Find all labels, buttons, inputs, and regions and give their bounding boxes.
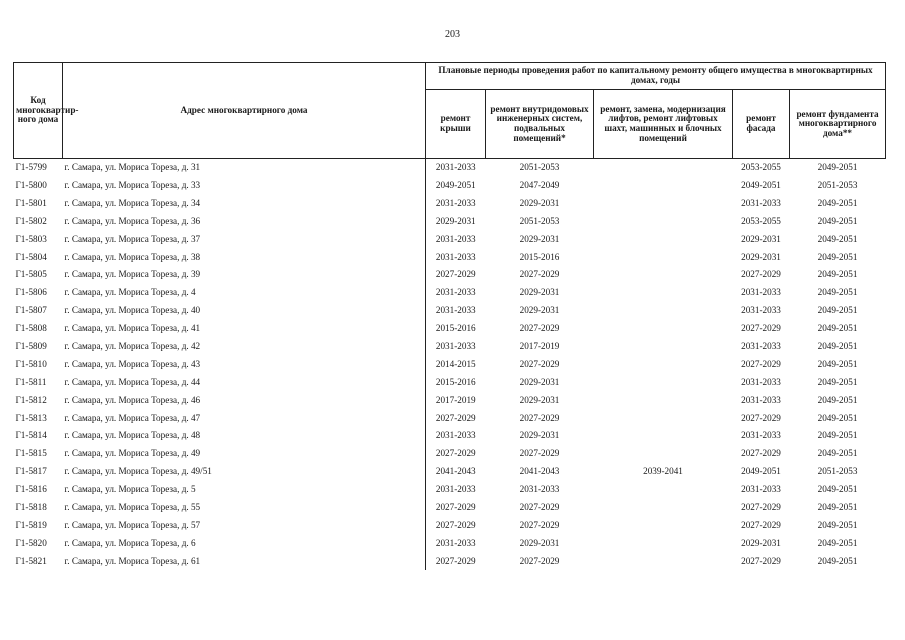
cell-roof: 2031-2033 bbox=[426, 338, 486, 356]
cell-systems: 2051-2053 bbox=[519, 215, 560, 226]
cell-lifts bbox=[594, 195, 733, 213]
table-row bbox=[14, 499, 886, 517]
cell-foundation: 2049-2051 bbox=[817, 341, 858, 352]
cell-code: Г1-5820 bbox=[15, 537, 47, 548]
table-row bbox=[14, 481, 886, 499]
cell-roof: 2031-2033 bbox=[426, 302, 486, 320]
cell-foundation: 2049-2051 bbox=[817, 412, 858, 423]
cell-address: г. Самара, ул. Мориса Тореза, д. 31 bbox=[64, 162, 201, 173]
cell-systems: 2027-2029 bbox=[519, 448, 560, 459]
cell-foundation: 2049-2051 bbox=[817, 519, 858, 530]
table-row bbox=[14, 266, 886, 284]
cell-foundation: 2051-2053 bbox=[817, 466, 858, 477]
cell-address: г. Самара, ул. Мориса Тореза, д. 41 bbox=[64, 323, 201, 334]
cell-roof: 2029-2031 bbox=[426, 213, 486, 231]
cell-lifts bbox=[594, 177, 733, 195]
cell-facade: 2027-2029 bbox=[741, 358, 781, 369]
cell-systems: 2027-2029 bbox=[519, 555, 560, 566]
table-row bbox=[14, 463, 886, 481]
cell-facade: 2027-2029 bbox=[741, 448, 781, 459]
cell-roof: 2027-2029 bbox=[426, 266, 486, 284]
cell-facade: 2027-2029 bbox=[741, 519, 781, 530]
cell-lifts bbox=[594, 356, 733, 374]
cell-foundation: 2049-2051 bbox=[817, 197, 858, 208]
cell-roof: 2027-2029 bbox=[426, 409, 486, 427]
cell-roof: 2031-2033 bbox=[426, 195, 486, 213]
cell-address: г. Самара, ул. Мориса Тореза, д. 49/51 bbox=[64, 466, 212, 477]
cell-systems: 2027-2029 bbox=[519, 358, 560, 369]
cell-lifts bbox=[594, 517, 733, 535]
cell-systems: 2029-2031 bbox=[519, 430, 560, 441]
cell-systems: 2017-2019 bbox=[519, 341, 560, 352]
cell-code: Г1-5804 bbox=[15, 251, 47, 262]
cell-address: г. Самара, ул. Мориса Тореза, д. 44 bbox=[64, 376, 201, 387]
col-group-header: Плановые периоды проведения работ по капитальному ремонту общего имущества в многоквартирных домах, годы bbox=[426, 63, 886, 90]
cell-code: Г1-5802 bbox=[15, 215, 47, 226]
cell-address: г. Самара, ул. Мориса Тореза, д. 5 bbox=[64, 484, 196, 495]
cell-facade: 2029-2031 bbox=[741, 537, 781, 548]
table-row bbox=[14, 320, 886, 338]
cell-systems: 2029-2031 bbox=[519, 305, 560, 316]
cell-lifts bbox=[594, 535, 733, 553]
cell-lifts bbox=[594, 481, 733, 499]
cell-facade: 2031-2033 bbox=[741, 197, 781, 208]
cell-lifts bbox=[594, 266, 733, 284]
cell-address: г. Самара, ул. Мориса Тореза, д. 37 bbox=[64, 233, 201, 244]
cell-systems: 2047-2049 bbox=[519, 180, 560, 190]
table-row bbox=[14, 284, 886, 302]
cell-facade: 2031-2033 bbox=[741, 394, 781, 405]
cell-address: г. Самара, ул. Мориса Тореза, д. 40 bbox=[64, 305, 201, 316]
cell-systems: 2015-2016 bbox=[519, 251, 560, 262]
cell-foundation: 2049-2051 bbox=[817, 305, 858, 316]
cell-foundation: 2049-2051 bbox=[817, 555, 858, 566]
cell-facade: 2049-2051 bbox=[741, 466, 781, 477]
cell-code: Г1-5812 bbox=[15, 394, 47, 405]
cell-systems: 2027-2029 bbox=[519, 519, 560, 530]
cell-address: г. Самара, ул. Мориса Тореза, д. 57 bbox=[64, 519, 201, 530]
cell-address: г. Самара, ул. Мориса Тореза, д. 34 bbox=[64, 197, 201, 208]
capital-repair-table bbox=[13, 62, 886, 570]
cell-roof: 2031-2033 bbox=[426, 284, 486, 302]
cell-foundation: 2049-2051 bbox=[817, 323, 858, 334]
col-header-address: Адрес многоквартирного дома bbox=[63, 63, 426, 159]
cell-foundation: 2049-2051 bbox=[817, 233, 858, 244]
cell-systems: 2029-2031 bbox=[519, 233, 560, 244]
table-row bbox=[14, 195, 886, 213]
cell-foundation: 2049-2051 bbox=[817, 215, 858, 226]
cell-systems: 2029-2031 bbox=[519, 537, 560, 548]
cell-code: Г1-5816 bbox=[15, 484, 47, 495]
cell-foundation: 2051-2053 bbox=[817, 180, 858, 190]
table-row bbox=[14, 427, 886, 445]
col-header-roof: ремонт крыши bbox=[426, 90, 486, 159]
cell-facade: 2029-2031 bbox=[741, 251, 781, 262]
cell-facade: 2053-2055 bbox=[741, 215, 781, 226]
cell-lifts bbox=[594, 284, 733, 302]
col-header-facade: ремонт фасада bbox=[733, 90, 790, 159]
cell-foundation: 2049-2051 bbox=[817, 484, 858, 495]
cell-roof: 2031-2033 bbox=[426, 248, 486, 266]
cell-code: Г1-5801 bbox=[15, 197, 47, 208]
col-header-foundation: ремонт фундамента многоквартирного дома** bbox=[790, 90, 886, 159]
cell-roof: 2015-2016 bbox=[426, 320, 486, 338]
cell-roof: 2031-2033 bbox=[426, 535, 486, 553]
cell-lifts: 2039-2041 bbox=[643, 466, 683, 477]
cell-lifts bbox=[594, 248, 733, 266]
cell-address: г. Самара, ул. Мориса Тореза, д. 48 bbox=[64, 430, 201, 441]
cell-roof: 2027-2029 bbox=[426, 517, 486, 535]
cell-address: г. Самара, ул. Мориса Тореза, д. 33 bbox=[64, 180, 201, 190]
cell-code: Г1-5806 bbox=[15, 287, 47, 298]
cell-systems: 2027-2029 bbox=[519, 323, 560, 334]
cell-code: Г1-5800 bbox=[15, 180, 47, 190]
cell-address: г. Самара, ул. Мориса Тореза, д. 47 bbox=[64, 412, 201, 423]
cell-systems: 2041-2043 bbox=[519, 466, 560, 477]
col-header-systems: ремонт внутридомовых инженерных систем, подвальных помещений* bbox=[486, 90, 594, 159]
cell-systems: 2029-2031 bbox=[519, 394, 560, 405]
cell-foundation: 2049-2051 bbox=[817, 430, 858, 441]
cell-lifts bbox=[594, 302, 733, 320]
cell-lifts bbox=[594, 374, 733, 392]
table-row bbox=[14, 159, 886, 177]
table-row bbox=[14, 302, 886, 320]
col-header-code: Код многоквартир-ного дома bbox=[14, 63, 63, 159]
col-header-lifts: ремонт, замена, модернизация лифтов, ремонт лифтовых шахт, машинных и блочных помещений bbox=[594, 90, 733, 159]
cell-facade: 2027-2029 bbox=[741, 412, 781, 423]
table-row bbox=[14, 392, 886, 410]
cell-code: Г1-5813 bbox=[15, 412, 47, 423]
cell-foundation: 2049-2051 bbox=[817, 287, 858, 298]
cell-code: Г1-5805 bbox=[15, 269, 47, 280]
table-row bbox=[14, 231, 886, 249]
cell-code: Г1-5819 bbox=[15, 519, 47, 530]
cell-address: г. Самара, ул. Мориса Тореза, д. 36 bbox=[64, 215, 201, 226]
cell-foundation: 2049-2051 bbox=[817, 358, 858, 369]
cell-facade: 2031-2033 bbox=[741, 287, 781, 298]
table-row bbox=[14, 213, 886, 231]
cell-roof: 2049-2051 bbox=[426, 177, 486, 195]
table-row bbox=[14, 177, 886, 195]
cell-systems: 2027-2029 bbox=[519, 269, 560, 280]
table-row bbox=[14, 445, 886, 463]
cell-roof: 2031-2033 bbox=[426, 231, 486, 249]
table-row bbox=[14, 535, 886, 553]
cell-lifts bbox=[594, 445, 733, 463]
table-row bbox=[14, 356, 886, 374]
cell-facade: 2027-2029 bbox=[741, 555, 781, 566]
cell-lifts bbox=[594, 231, 733, 249]
cell-foundation: 2049-2051 bbox=[817, 251, 858, 262]
table-row bbox=[14, 517, 886, 535]
cell-lifts bbox=[594, 159, 733, 177]
cell-foundation: 2049-2051 bbox=[817, 394, 858, 405]
table-row bbox=[14, 374, 886, 392]
cell-address: г. Самара, ул. Мориса Тореза, д. 4 bbox=[64, 287, 196, 298]
cell-code: Г1-5817 bbox=[15, 466, 47, 477]
cell-systems: 2051-2053 bbox=[519, 162, 560, 173]
cell-roof: 2014-2015 bbox=[426, 356, 486, 374]
cell-foundation: 2049-2051 bbox=[817, 269, 858, 280]
cell-address: г. Самара, ул. Мориса Тореза, д. 43 bbox=[64, 358, 201, 369]
table-row bbox=[14, 338, 886, 356]
cell-systems: 2027-2029 bbox=[519, 412, 560, 423]
cell-lifts bbox=[594, 392, 733, 410]
cell-address: г. Самара, ул. Мориса Тореза, д. 38 bbox=[64, 251, 201, 262]
cell-address: г. Самара, ул. Мориса Тореза, д. 61 bbox=[64, 555, 201, 566]
cell-address: г. Самара, ул. Мориса Тореза, д. 6 bbox=[64, 537, 196, 548]
cell-foundation: 2049-2051 bbox=[817, 448, 858, 459]
cell-facade: 2027-2029 bbox=[741, 502, 781, 513]
cell-systems: 2029-2031 bbox=[519, 376, 560, 387]
cell-roof: 2027-2029 bbox=[426, 499, 486, 517]
cell-facade: 2031-2033 bbox=[741, 341, 781, 352]
cell-address: г. Самара, ул. Мориса Тореза, д. 55 bbox=[64, 502, 201, 513]
cell-facade: 2031-2033 bbox=[741, 376, 781, 387]
cell-lifts bbox=[594, 499, 733, 517]
cell-address: г. Самара, ул. Мориса Тореза, д. 46 bbox=[64, 394, 201, 405]
cell-foundation: 2049-2051 bbox=[817, 376, 858, 387]
table-row bbox=[14, 553, 886, 571]
cell-facade: 2029-2031 bbox=[741, 233, 781, 244]
cell-roof: 2015-2016 bbox=[426, 374, 486, 392]
table-row bbox=[14, 409, 886, 427]
cell-code: Г1-5809 bbox=[15, 341, 47, 352]
cell-code: Г1-5815 bbox=[15, 448, 47, 459]
cell-lifts bbox=[594, 553, 733, 571]
cell-address: г. Самара, ул. Мориса Тореза, д. 39 bbox=[64, 269, 201, 280]
cell-roof: 2017-2019 bbox=[426, 392, 486, 410]
cell-facade: 2031-2033 bbox=[741, 484, 781, 495]
cell-roof: 2027-2029 bbox=[426, 445, 486, 463]
cell-code: Г1-5803 bbox=[15, 233, 47, 244]
cell-systems: 2029-2031 bbox=[519, 197, 560, 208]
cell-systems: 2029-2031 bbox=[519, 287, 560, 298]
table-row bbox=[14, 248, 886, 266]
cell-foundation: 2049-2051 bbox=[817, 162, 858, 173]
cell-foundation: 2049-2051 bbox=[817, 537, 858, 548]
cell-code: Г1-5799 bbox=[15, 162, 47, 173]
cell-systems: 2031-2033 bbox=[519, 484, 560, 495]
cell-roof: 2031-2033 bbox=[426, 427, 486, 445]
cell-code: Г1-5810 bbox=[15, 358, 47, 369]
cell-facade: 2049-2051 bbox=[741, 180, 781, 190]
cell-lifts bbox=[594, 427, 733, 445]
cell-address: г. Самара, ул. Мориса Тореза, д. 42 bbox=[64, 341, 201, 352]
cell-facade: 2031-2033 bbox=[741, 305, 781, 316]
cell-roof: 2031-2033 bbox=[426, 159, 486, 177]
cell-code: Г1-5814 bbox=[15, 430, 47, 441]
cell-roof: 2031-2033 bbox=[426, 481, 486, 499]
cell-roof: 2041-2043 bbox=[426, 463, 486, 481]
page-number: 203 bbox=[445, 29, 460, 40]
cell-address: г. Самара, ул. Мориса Тореза, д. 49 bbox=[64, 448, 201, 459]
cell-code: Г1-5807 bbox=[15, 305, 47, 316]
cell-roof: 2027-2029 bbox=[426, 553, 486, 571]
cell-lifts bbox=[594, 409, 733, 427]
cell-lifts bbox=[594, 338, 733, 356]
cell-code: Г1-5808 bbox=[15, 323, 47, 334]
cell-systems: 2027-2029 bbox=[519, 502, 560, 513]
cell-foundation: 2049-2051 bbox=[817, 502, 858, 513]
cell-facade: 2031-2033 bbox=[741, 430, 781, 441]
cell-code: Г1-5818 bbox=[15, 502, 47, 513]
cell-facade: 2027-2029 bbox=[741, 323, 781, 334]
cell-facade: 2027-2029 bbox=[741, 269, 781, 280]
cell-code: Г1-5821 bbox=[15, 555, 47, 566]
cell-code: Г1-5811 bbox=[15, 376, 47, 387]
cell-facade: 2053-2055 bbox=[741, 162, 781, 173]
cell-lifts bbox=[594, 320, 733, 338]
cell-lifts bbox=[594, 213, 733, 231]
